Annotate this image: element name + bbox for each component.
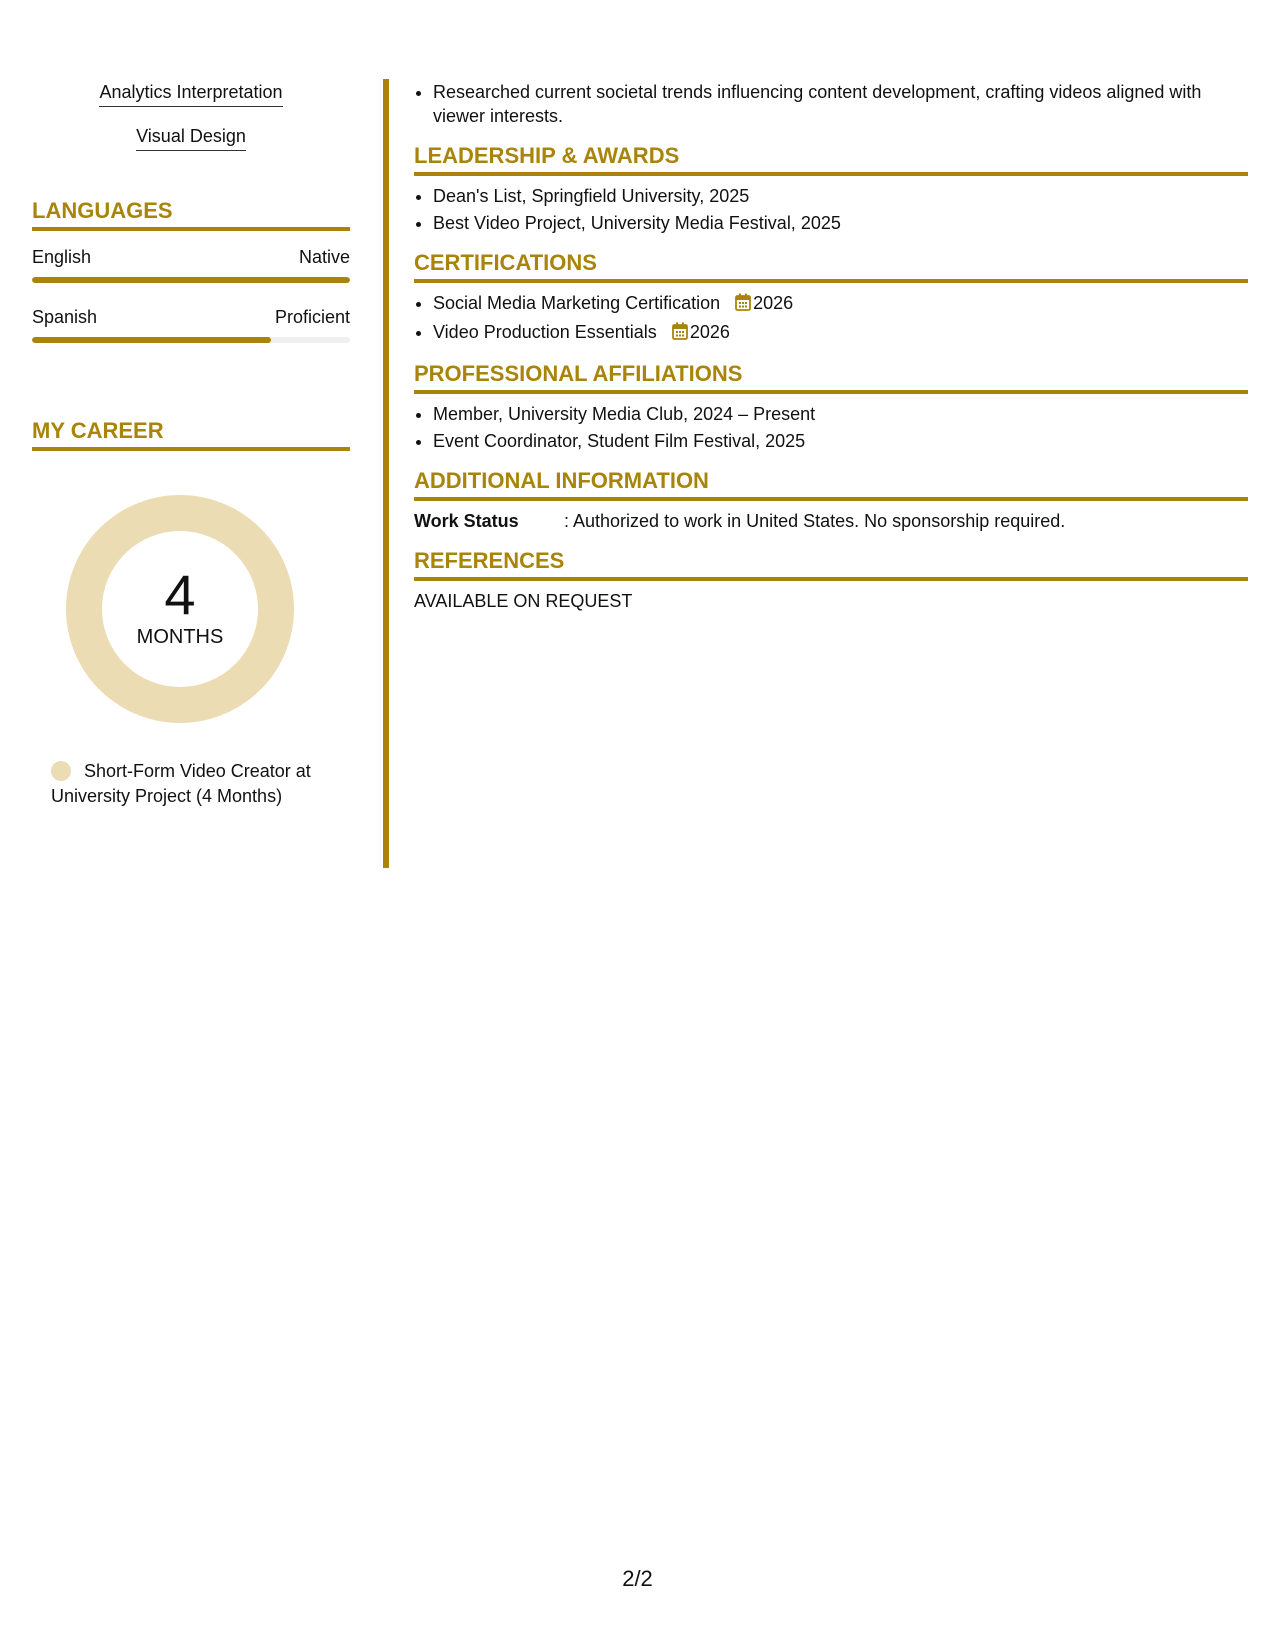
certification-year: 2026	[753, 293, 794, 313]
calendar-icon	[672, 322, 688, 346]
leadership-item: • Dean's List, Springfield University, 2025	[433, 184, 1248, 208]
certification-item	[433, 320, 1248, 346]
language-item	[32, 305, 350, 343]
career-donut-chart	[66, 495, 294, 723]
career-total-value: 4	[164, 563, 196, 626]
legend-dot	[51, 761, 71, 781]
affiliations-heading: PROFESSIONAL AFFILIATIONS	[414, 360, 1248, 394]
page-number: 2/2	[622, 1566, 653, 1591]
experience-bullet: • Researched current societal trends influencing content development, crafting videos aligned with viewer interests.	[433, 80, 1248, 128]
language-proficiency-bar	[32, 337, 350, 343]
work-status-label: Work Status	[414, 511, 519, 531]
skill-label: Analytics Interpretation	[99, 80, 282, 107]
career-section	[32, 417, 350, 809]
career-total-unit: MONTHS	[136, 626, 224, 648]
language-name: English	[32, 247, 92, 267]
skill-item	[32, 124, 350, 151]
career-heading: MY CAREER	[32, 417, 350, 451]
languages-heading: LANGUAGES	[32, 197, 350, 231]
leadership-list	[414, 184, 1248, 235]
language-proficiency-fill	[32, 337, 271, 343]
affiliation-item: • Event Coordinator, Student Film Festival, 2025	[433, 429, 1248, 453]
affiliations-list	[414, 402, 1248, 453]
sidebar	[32, 80, 350, 809]
leadership-item: • Best Video Project, University Media Festival, 2025	[433, 211, 1248, 235]
language-proficiency-bar	[32, 277, 350, 283]
language-level: Native	[298, 247, 350, 267]
references-text: AVAILABLE ON REQUEST	[414, 591, 633, 611]
leadership-heading: LEADERSHIP & AWARDS	[414, 142, 1248, 176]
certification-year: 2026	[689, 322, 730, 342]
language-level: Proficient	[274, 307, 350, 327]
calendar-icon	[735, 293, 751, 317]
work-status-row	[414, 509, 1248, 533]
references-heading: REFERENCES	[414, 547, 1248, 581]
certifications-list	[414, 291, 1248, 346]
skill-item	[32, 80, 350, 107]
language-proficiency-fill	[32, 277, 350, 283]
language-item	[32, 245, 350, 283]
additional-info-heading: ADDITIONAL INFORMATION	[414, 467, 1248, 501]
main-content	[414, 80, 1248, 613]
certification-item	[433, 291, 1248, 317]
legend-label: Short-Form Video Creator at University Project (4 Months)	[51, 761, 311, 806]
skill-label: Visual Design	[136, 124, 246, 151]
affiliation-item: • Member, University Media Club, 2024 – Present	[433, 402, 1248, 426]
certification-name: Video Production Essentials	[433, 322, 657, 342]
career-legend-item	[51, 759, 350, 809]
certifications-heading: CERTIFICATIONS	[414, 249, 1248, 283]
languages-section	[32, 197, 350, 343]
column-divider	[383, 79, 389, 868]
work-status-value: : Authorized to work in United States. No sponsorship required.	[564, 511, 1066, 531]
experience-bullets	[414, 80, 1248, 128]
language-name: Spanish	[32, 307, 98, 327]
certification-name: Social Media Marketing Certification	[433, 293, 721, 313]
